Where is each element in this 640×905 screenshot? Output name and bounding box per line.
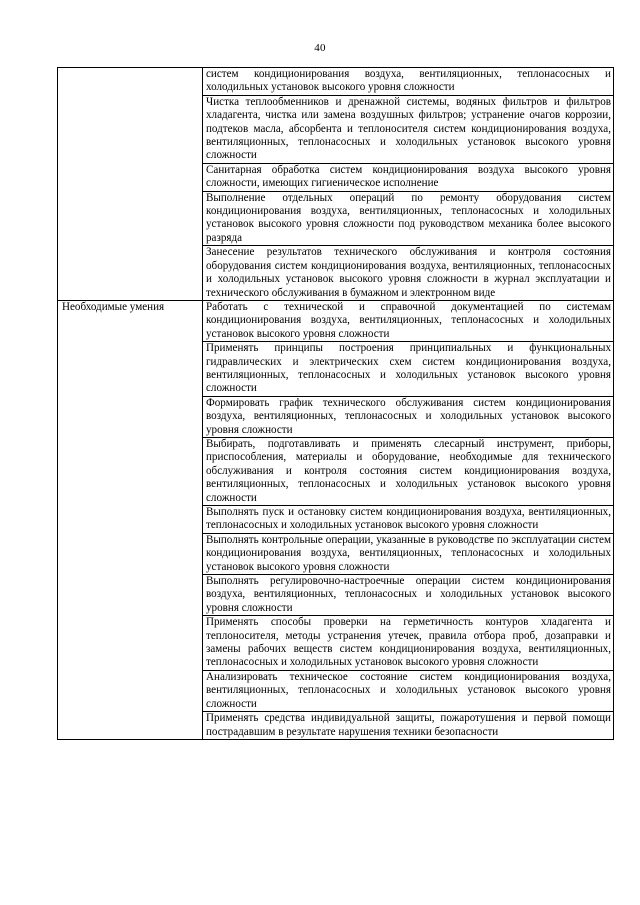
table-cell: Выполнять контрольные операции, указанные в руководстве по эксплуатации систем кондиционирования воздуха, вентиляционных, теплонасосных и холодильных установок высокого уровня сложности — [203, 533, 614, 574]
table-cell: Занесение результатов технического обслуживания и контроля состояния оборудования систем кондиционирования воздуха, вентиляционных, теплонасосных и холодильных установок высокого уровня сложности в журнал эксплуатации и технического обслуживания в бумажном и электронном виде — [203, 246, 614, 301]
requirements-table — [57, 67, 614, 740]
table-row — [58, 68, 614, 96]
table-cell: Выбирать, подготавливать и применять слесарный инструмент, приборы, приспособления, материалы и оборудование, необходимые для технического обслуживания и контроля состояния систем кондиционирования воздуха, вентиляционных, теплонасосных и холодильных установок высокого уровня сложности — [203, 437, 614, 505]
table-row — [58, 300, 614, 341]
section-label-cell — [58, 68, 203, 301]
table-cell: Анализировать техническое состояние систем кондиционирования воздуха, вентиляционных, теплонасосных и холодильных установок высокого уровня сложности — [203, 670, 614, 711]
table-cell: Применять принципы построения принципиальных и функциональных гидравлических и электрических схем систем кондиционирования воздуха, вентиляционных, теплонасосных и холодильных установок высокого уровня сложности — [203, 342, 614, 397]
table-cell: Применять средства индивидуальной защиты, пожаротушения и первой помощи пострадавшим в результате нарушения техники безопасности — [203, 712, 614, 740]
table-cell: Санитарная обработка систем кондиционирования воздуха высокого уровня сложности, имеющих гигиеническое исполнение — [203, 163, 614, 191]
table-cell: Выполнять пуск и остановку систем кондиционирования воздуха, вентиляционных, теплонасосных и холодильных установок высокого уровня сложности — [203, 506, 614, 534]
table-cell: Работать с технической и справочной документацией по системам кондиционирования воздуха, вентиляционных, теплонасосных и холодильных установок высокого уровня сложности — [203, 300, 614, 341]
table-cell: систем кондиционирования воздуха, вентиляционных, теплонасосных и холодильных установок высокого уровня сложности — [203, 68, 614, 96]
section-label-cell — [58, 300, 203, 739]
table-cell: Выполнение отдельных операций по ремонту оборудования систем кондиционирования воздуха, вентиляционных, теплонасосных и холодильных установок высокого уровня сложности под руководством механика более высокого разряда — [203, 191, 614, 246]
section-label: Необходимые умения — [62, 300, 165, 313]
table-cell: Применять способы проверки на герметичность контуров хладагента и теплоносителя, методы устранения утечек, правила отбора проб, дозаправки и замены рабочих веществ систем кондиционирования воздуха, вентиляционных, теплонасосных и холодильных установок высокого уровня сложности — [203, 616, 614, 671]
table-cell: Формировать график технического обслуживания систем кондиционирования воздуха, вентиляционных, теплонасосных и холодильных установок высокого уровня сложности — [203, 396, 614, 437]
page-number: 40 — [314, 42, 326, 54]
table-cell: Выполнять регулировочно-настроечные операции систем кондиционирования воздуха, вентиляционных, теплонасосных и холодильных установок высокого уровня сложности — [203, 575, 614, 616]
table-cell: Чистка теплообменников и дренажной системы, водяных фильтров и фильтров хладагента, чистка или замена воздушных фильтров; устранение очагов коррозии, подтеков масла, абсорбента и теплоносителя систем кондиционирования воздуха, вентиляционных, теплонасосных и холодильных установок высокого уровня сложности — [203, 95, 614, 163]
